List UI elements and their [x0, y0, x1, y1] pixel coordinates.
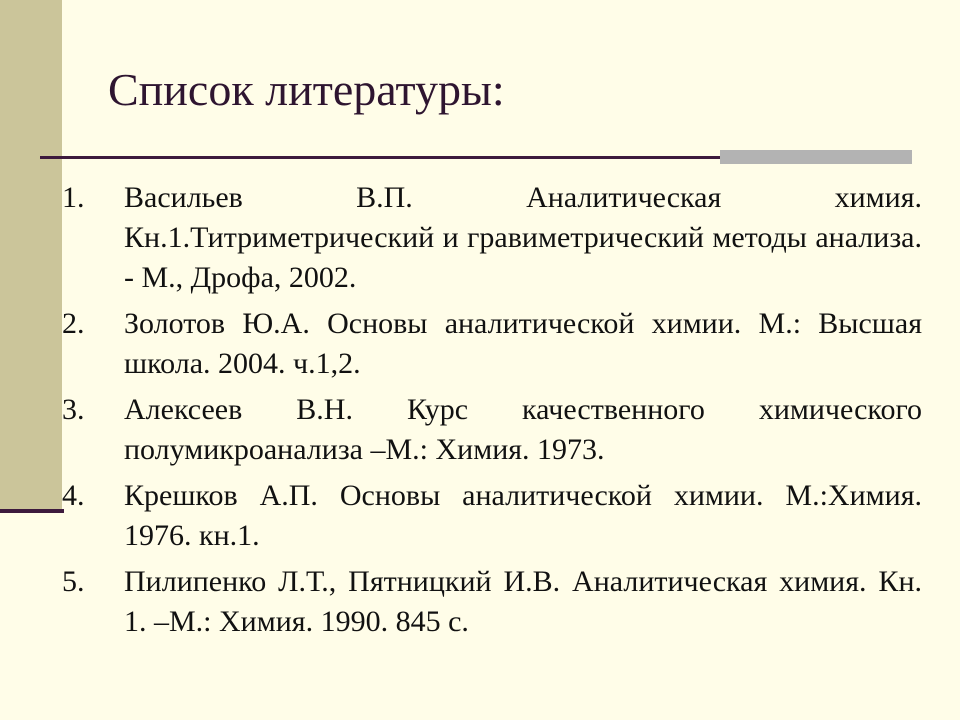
reference-list — [62, 178, 922, 648]
decorative-side-rule — [0, 509, 64, 513]
reference-text: Васильев В.П. Аналитическая химия. Кн.1.Титриметрический и гравиметрический методы анализа. - М., Дрофа, 2002. — [124, 181, 922, 294]
title-underline-accent — [720, 150, 912, 164]
decorative-side-bar — [0, 0, 62, 511]
reference-item — [62, 476, 922, 556]
reference-item — [62, 390, 922, 470]
reference-text: Пилипенко Л.Т., Пятницкий И.В. Аналитическая химия. Кн. 1. –М.: Химия. 1990. 845 с. — [124, 565, 922, 638]
reference-number: 2. — [62, 307, 85, 340]
reference-text: Золотов Ю.А. Основы аналитической химии. М.: Высшая школа. 2004. ч.1,2. — [124, 307, 922, 380]
reference-item — [62, 562, 922, 642]
reference-number: 4. — [62, 479, 85, 512]
reference-number: 1. — [62, 181, 85, 214]
reference-item — [62, 304, 922, 384]
reference-text: Алексеев В.Н. Курс качественного химического полумикроанализа –М.: Химия. 1973. — [124, 393, 922, 466]
reference-number: 5. — [62, 565, 85, 598]
reference-item — [62, 178, 922, 298]
reference-text: Крешков А.П. Основы аналитической химии. М.:Химия. 1976. кн.1. — [124, 479, 922, 552]
reference-number: 3. — [62, 393, 85, 426]
slide-title: Список литературы: — [108, 64, 505, 115]
